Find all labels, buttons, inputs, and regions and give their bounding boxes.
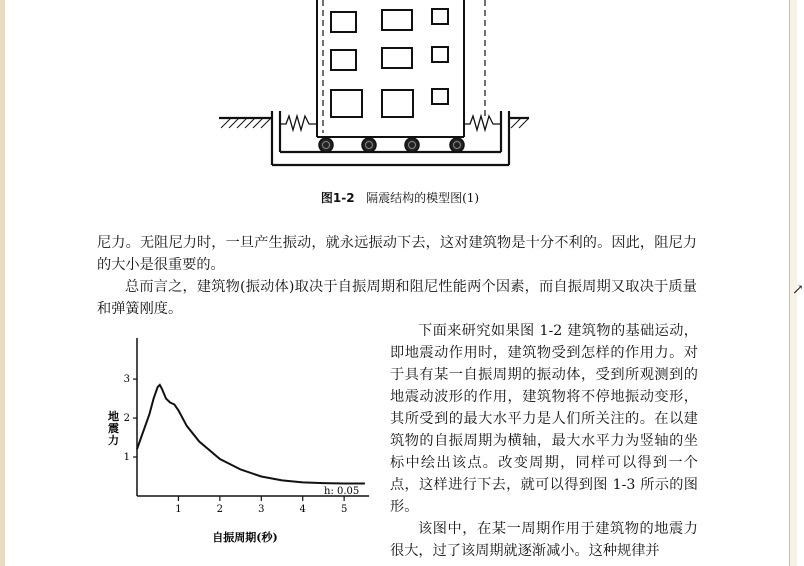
x-axis-label: 自振周期(秒): [212, 531, 278, 544]
spring-left: [280, 116, 317, 130]
x-tick-label: 5: [340, 504, 348, 515]
y-tick-label: 1: [123, 452, 130, 464]
y-tick-label: 3: [123, 374, 130, 386]
paragraph-1: 尼力。无阻尼力时，一旦产生振动，就永远振动下去，这对建筑物是十分不利的。因此，阻尼力的大小是很重要的。: [97, 235, 697, 273]
figure-title: 隔震结构的模型图(1): [366, 191, 480, 205]
mouse-cursor-icon: ↗: [792, 282, 804, 298]
roller-highlights: [323, 142, 461, 149]
y-axis-label-char: 地: [108, 410, 119, 423]
y-axis-label-char: 力: [108, 434, 119, 447]
paragraph-3: 下面来研究如果图 1-2 建筑物的基础运动，即地震动作用时，建筑物受到怎样的作用力。对于具有某一自振周期的振动体，受到所观测到的地震动波形的作用，建筑物将不停地振动变形，其所受到的最大水平力是人们所关注的。在以建筑物的自振周期为横轴，最大水平力为竖轴的坐标中绘出该点。改变周期，同样可以得到一个点，这样进行下去，就可以得到图 1-3 所示的图形。: [390, 323, 698, 515]
response-spectrum-chart: [100, 335, 380, 550]
windows: [331, 9, 448, 117]
y-tick-label: 2: [123, 413, 130, 425]
figure-number: 图1-2: [320, 191, 355, 205]
paragraph-4: 该图中，在某一周期作用于建筑物的地震力很大，过了该周期就逐渐减小。这种规律并: [390, 521, 698, 559]
x-tick-label: 1: [175, 504, 182, 515]
spring-right: [464, 116, 501, 130]
x-tick-label: 4: [299, 504, 306, 515]
isolation-structure-diagram: [210, 0, 530, 172]
y-axis-label: [108, 409, 119, 447]
x-tick-label: 2: [216, 504, 224, 515]
rollers: [319, 138, 464, 152]
left-page-edge: [0, 0, 5, 566]
damping-annotation: h: 0.05: [324, 486, 360, 497]
figure-caption: [300, 189, 500, 206]
x-tick-label: 3: [258, 504, 265, 515]
y-axis-label-char: 震: [108, 422, 119, 435]
deformation-dashed-line: [323, 0, 485, 133]
paragraph-2: 总而言之，建筑物(振动体)取决于自振周期和阻尼性能两个因素，而自振周期又取决于质量和弹簧刚度。: [97, 279, 697, 317]
series-line-h005: [137, 385, 365, 484]
